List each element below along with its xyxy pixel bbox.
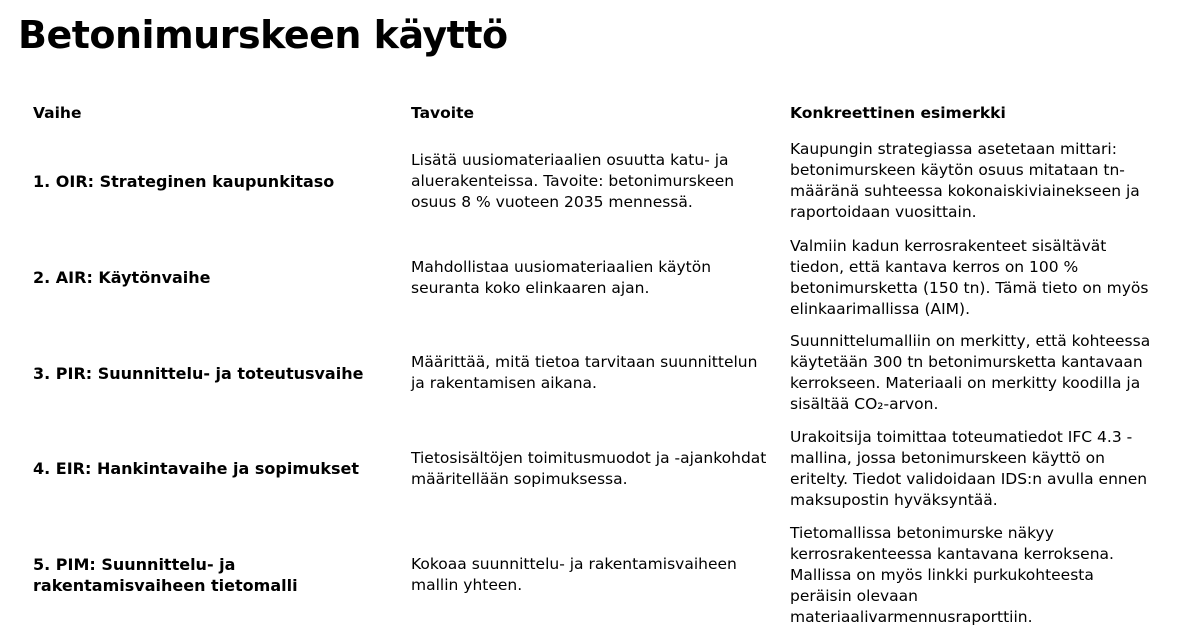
table-row <box>33 325 1155 421</box>
goal-cell: Tietosisältöjen toimitusmuodot ja -ajankohdat määritellään sopimuksessa. <box>411 448 767 488</box>
table-row <box>33 421 1155 516</box>
goal-cell: Mahdollistaa uusiomateriaalien käytön seuranta koko elinkaaren ajan. <box>411 257 712 297</box>
table-row <box>33 230 1155 325</box>
example-cell: Valmiin kadun kerrosrakenteet sisältävät tiedon, että kantava kerros on 100 % betonimursketta (150 tn). Tämä tieto on myös elinkaarimallissa (AIM). <box>790 236 1149 318</box>
column-header-tavoite: Tavoite <box>411 104 475 122</box>
phase-cell: 4. EIR: Hankintavaihe ja sopimukset <box>33 459 360 478</box>
goal-cell: Lisätä uusiomateriaalien osuutta katu- ja aluerakenteissa. Tavoite: betonimurskeen osuus 8 % vuoteen 2035 mennessä. <box>411 150 735 211</box>
page-title: Betonimurskeen käyttö <box>18 13 508 57</box>
column-header-esimerkki: Konkreettinen esimerkki <box>790 104 1006 122</box>
phase-cell: 2. AIR: Käytönvaihe <box>33 268 211 287</box>
table-row <box>33 516 1155 634</box>
header-row <box>33 94 1155 132</box>
example-cell: Tietomallissa betonimurske näkyy kerrosrakenteessa kantavana kerroksena. Mallissa on myös linkki purkukohteesta peräisin olevaan materiaalivarmennusraporttiin. <box>790 523 1114 626</box>
phase-table <box>33 94 1155 634</box>
example-cell: Urakoitsija toimittaa toteumatiedot IFC 4.3 -mallina, jossa betonimurskeen käyttö on eritelty. Tiedot validoidaan IDS:n avulla ennen maksupostin hyväksyntää. <box>790 427 1148 509</box>
phase-cell: 5. PIM: Suunnittelu- ja rakentamisvaiheen tietomalli <box>33 555 298 595</box>
example-cell: Suunnittelumalliin on merkitty, että kohteessa käytetään 300 tn betonimursketta kantavaan kerrokseen. Materiaali on merkitty koodilla ja sisältää CO₂-arvon. <box>790 332 1151 413</box>
goal-cell: Kokoaa suunnittelu- ja rakentamisvaiheen mallin yhteen. <box>411 555 737 594</box>
goal-cell: Määrittää, mitä tietoa tarvitaan suunnittelun ja rakentamisen aikana. <box>411 353 758 392</box>
table-row <box>33 132 1155 230</box>
phase-cell: 3. PIR: Suunnittelu- ja toteutusvaihe <box>33 363 364 383</box>
phase-cell: 1. OIR: Strateginen kaupunkitaso <box>33 171 335 191</box>
column-header-vaihe: Vaihe <box>33 104 82 122</box>
example-cell: Kaupungin strategiassa asetetaan mittari: betonimurskeen käytön osuus mitataan tn-määränä suhteessa kokonaiskiviainekseen ja raportoidaan vuosittain. <box>790 140 1140 221</box>
